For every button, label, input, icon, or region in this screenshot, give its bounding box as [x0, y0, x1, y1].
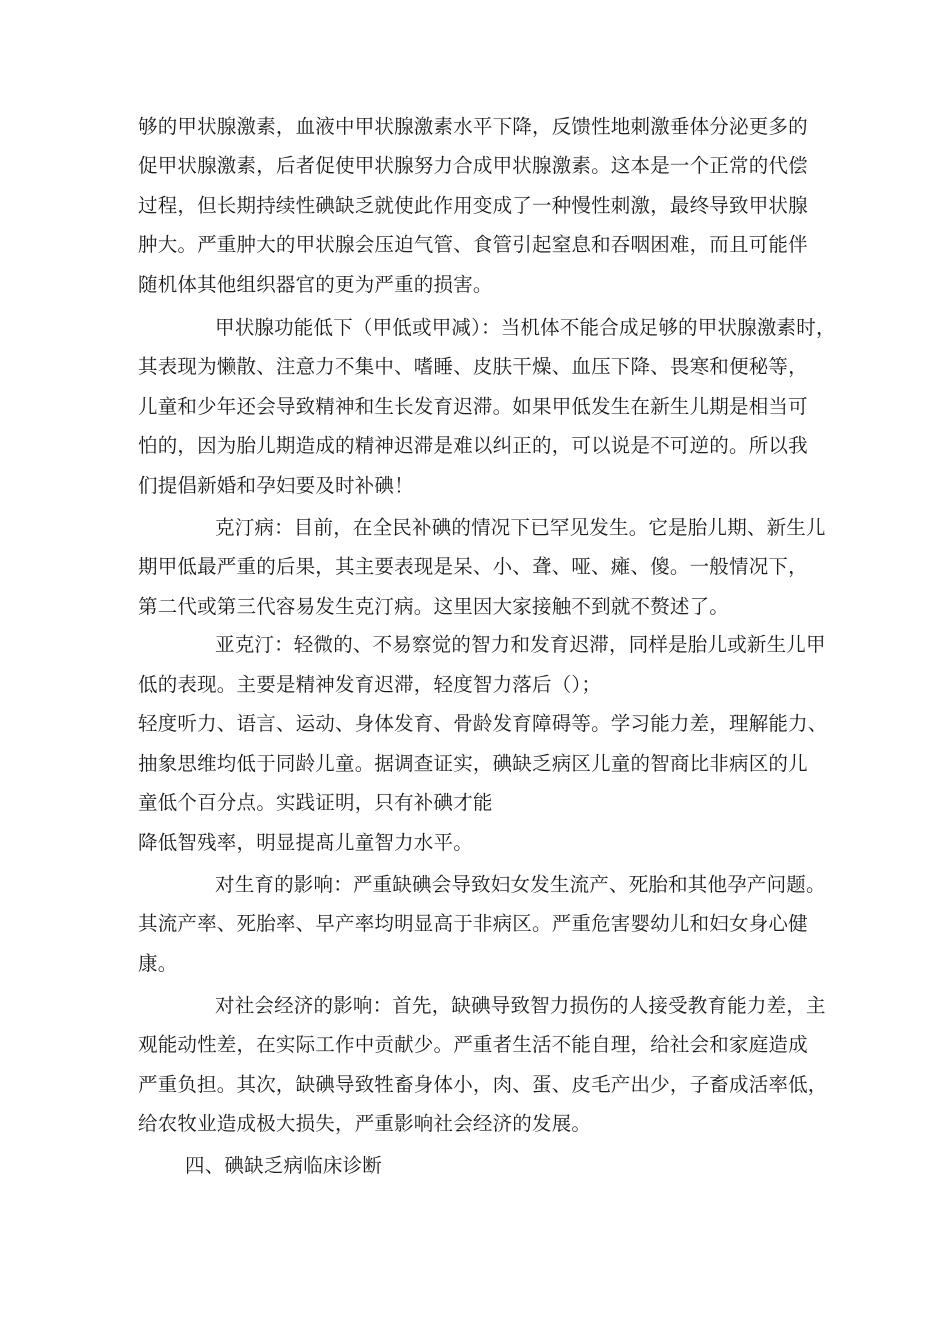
paragraph-start-line: 对生育的影响：严重缺碘会导致妇女发生流产、死胎和其他孕产问题。	[215, 873, 826, 896]
paragraph-start-line: 克汀病：目前，在全民补碘的情况下已罕见发生。它是胎儿期、新生儿	[215, 516, 826, 539]
text-line: 怕的，因为胎儿期造成的精神迟滞是难以纠正的，可以说是不可逆的。所以我	[138, 434, 808, 457]
text-line: 康。	[138, 952, 178, 975]
text-line: 轻度听力、语言、运动、身体发育、骨龄发育障碍等。学习能力差，理解能力、	[138, 712, 828, 735]
text-line: 其流产率、死胎率、早产率均明显高于非病区。严重危害婴幼儿和妇女身心健	[138, 912, 808, 935]
text-line: 们提倡新婚和孕妇要及时补碘！	[138, 474, 414, 497]
text-line: 够的甲状腺激素，血液中甲状腺激素水平下降，反馈性地刺激垂体分泌更多的	[138, 115, 808, 138]
text-line: 严重负担。其次，缺碘导致牲畜身体小，肉、蛋、皮毛产出少，子畜成活率低，	[138, 1073, 828, 1096]
paragraph-start-line: 甲状腺功能低下（甲低或甲减）：当机体不能合成足够的甲状腺激素时，	[215, 316, 836, 339]
paragraph-start-line: 对社会经济的影响：首先，缺碘导致智力损伤的人接受教育能力差，主	[215, 994, 826, 1017]
text-line: 过程，但长期持续性碘缺乏就使此作用变成了一种慢性刺激，最终导致甲状腺	[138, 194, 808, 217]
text-line: 第二代或第三代容易发生克汀病。这里因大家接触不到就不赘述了。	[138, 595, 730, 618]
text-line: 观能动性差，在实际工作中贡献少。严重者生活不能自理，给社会和家庭造成	[138, 1033, 808, 1056]
text-line: 随机体其他组织器官的更为严重的损害。	[138, 273, 493, 296]
text-line: 给农牧业造成极大损失，严重影响社会经济的发展。	[138, 1112, 592, 1135]
paragraph-start-line: 亚克汀：轻微的、不易察觉的智力和发育迟滞，同样是胎儿或新生儿甲	[215, 633, 826, 656]
text-line: 期甲低最严重的后果，其主要表现是呆、小、聋、哑、瘫、傻。一般情况下，	[138, 555, 808, 578]
text-line: 其表现为懒散、注意力不集中、嗜睡、皮肤干燥、血压下降、畏寒和便秘等，	[138, 355, 808, 378]
text-line: 促甲状腺激素，后者促使甲状腺努力合成甲状腺激素。这本是一个正常的代偿	[138, 154, 808, 177]
section-heading: 四、碘缺乏病临床诊断	[185, 1154, 383, 1177]
text-line: 童低个百分点。实践证明，只有补碘才能	[138, 791, 493, 814]
text-line: 抽象思维均低于同龄儿童。据调查证实，碘缺乏病区儿童的智商比非病区的儿	[138, 752, 808, 775]
text-line: 低的表现。主要是精神发育迟滞，轻度智力落后（）；	[138, 673, 602, 696]
text-line: 降低智残率，明显提髙儿童智力水平。	[138, 831, 473, 854]
text-line: 儿童和少年还会导致精神和生长发育迟滞。如果甲低发生在新生儿期是相当可	[138, 395, 808, 418]
text-line: 肿大。严重肿大的甲状腺会压迫气管、食管引起窒息和吞咽困难，而且可能伴	[138, 233, 808, 256]
